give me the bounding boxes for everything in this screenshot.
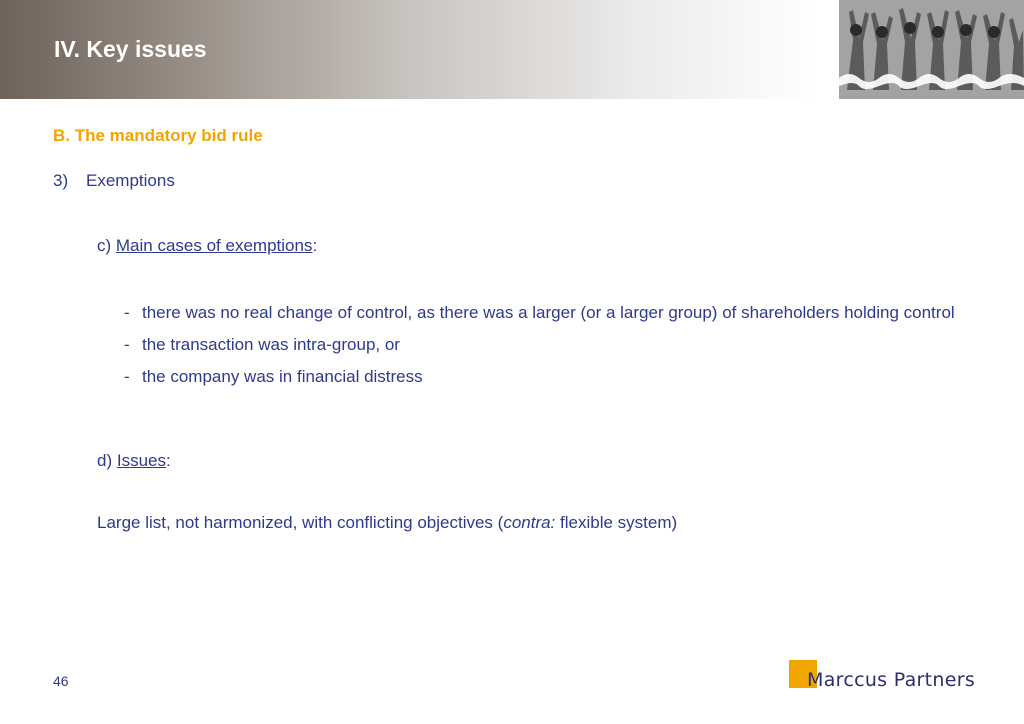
bullet-text: there was no real change of control, as there was a larger (or a larger group) of shareholders holding control bbox=[142, 303, 955, 322]
bullet-dash: - bbox=[124, 367, 130, 386]
bullet-text: the transaction was intra-group, or bbox=[142, 335, 400, 354]
bullet-dash: - bbox=[124, 303, 130, 322]
section-title: B. The mandatory bid rule bbox=[53, 126, 263, 145]
closing-italic: contra: bbox=[503, 513, 556, 532]
list-item bbox=[124, 332, 972, 357]
list-item bbox=[124, 364, 972, 389]
subsection-c-prefix: c) bbox=[97, 236, 116, 255]
page-title: IV. Key issues bbox=[54, 36, 207, 62]
company-logo bbox=[789, 660, 979, 690]
item-label: Exemptions bbox=[86, 171, 175, 190]
subsection-c-suffix: : bbox=[312, 236, 318, 255]
subsection-d-heading bbox=[97, 451, 171, 471]
subsection-d-suffix: : bbox=[165, 451, 171, 470]
closing-paragraph bbox=[97, 513, 677, 533]
logo-text: Marccus Partners bbox=[807, 669, 976, 691]
dancing-people-image bbox=[839, 0, 1024, 99]
list-item bbox=[124, 300, 972, 325]
subsection-d-prefix: d) bbox=[97, 451, 117, 470]
subsection-c-heading bbox=[97, 236, 317, 256]
subsection-d-label: Issues bbox=[116, 451, 166, 470]
exemptions-list bbox=[124, 300, 972, 396]
bullet-dash: - bbox=[124, 335, 130, 354]
item-number: 3) bbox=[53, 171, 69, 190]
closing-text-after: flexible system) bbox=[555, 513, 678, 532]
bullet-text: the company was in financial distress bbox=[142, 367, 423, 386]
page-number: 46 bbox=[53, 673, 69, 689]
subsection-c-label: Main cases of exemptions bbox=[115, 236, 313, 255]
closing-text-before: Large list, not harmonized, with conflicting objectives ( bbox=[97, 513, 504, 532]
numbered-heading bbox=[53, 171, 175, 191]
header-photo bbox=[839, 0, 1024, 99]
